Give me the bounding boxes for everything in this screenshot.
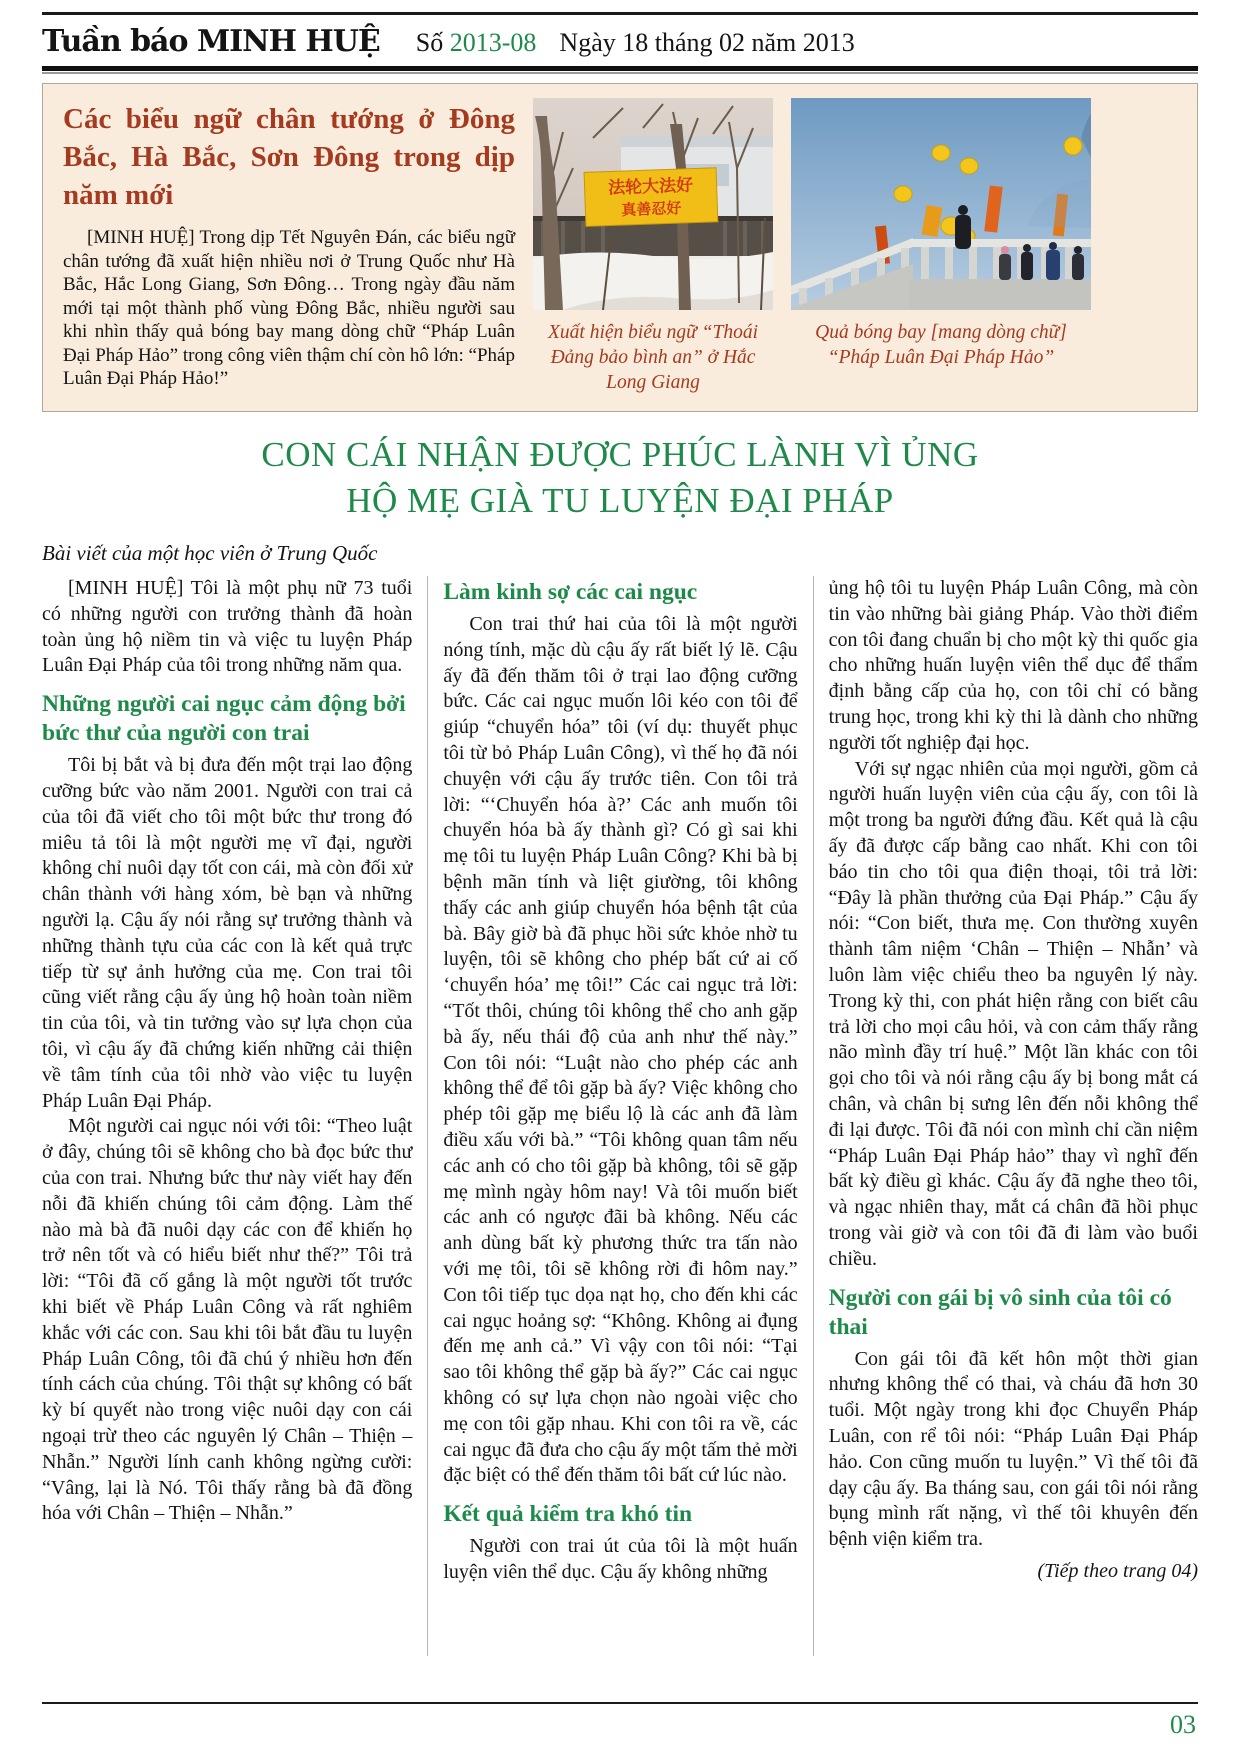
feature-title: Các biểu ngữ chân tướng ở Đông Bắc, Hà Bắc, Sơn Đông trong dịp năm mới [63, 103, 515, 211]
issue-date: Ngày 18 tháng 02 năm 2013 [559, 28, 855, 57]
photo-caption-balloons: Quả bóng bay [mang dòng chữ] “Pháp Luân Đại Pháp Hảo” [815, 322, 1067, 368]
article-columns [42, 576, 1198, 1656]
photo-balloons-sky [791, 98, 1091, 395]
paragraph: Người con trai út của tôi là một huấn luyện viên thể dục. Cậu ấy không những [443, 1535, 798, 1583]
byline: Bài viết của một học viên ở Trung Quốc [42, 541, 378, 565]
feature-box [42, 83, 1198, 412]
header-rule [42, 66, 1198, 72]
banner-snow-photo-illustration [533, 98, 773, 310]
section-heading: Người con gái bị vô sinh của tôi có thai [828, 1284, 1172, 1340]
page-number: 03 [1170, 1710, 1196, 1739]
issue-number: 2013-08 [449, 28, 537, 57]
banner-text-line2: 真善忍好 [621, 201, 682, 220]
article-title-line1: CON CÁI NHẬN ĐƯỢC PHÚC LÀNH VÌ ỦNG [261, 435, 979, 474]
section-heading: Làm kinh sợ các cai ngục [443, 579, 698, 605]
issue-label: Số [415, 28, 444, 57]
article-title [70, 432, 1170, 524]
photo-banner-snow [533, 98, 773, 395]
feature-body: [MINH HUỆ] Trong dịp Tết Nguyên Đán, các biểu ngữ chân tướng đã xuất hiện nhiều nơi ở Trung Quốc như Hà Bắc, Hắc Long Giang, Sơn Đông… Trong ngày đầu năm mới tại một thành phố vùng Đông Bắc, nhiều người sau khi nhìn thấy quả bóng bay mang dòng chữ “Pháp Luân Đại Pháp Hảo” trong công viên thậm chí còn hô lớn: “Pháp Luân Đại Pháp Hảo!” [63, 227, 515, 389]
section-heading: Những người cai ngục cảm động bởi bức thư của người con trai [42, 691, 406, 747]
paragraph: Con trai thứ hai của tôi là một người nóng tính, mặc dù cậu ấy rất biết lý lẽ. Cậu ấy đã đến thăm tôi ở trại lao động cưỡng bức. Các cai ngục muốn lôi kéo con tôi để giúp “chuyển hóa” tôi (ví dụ: thuyết phục tôi từ bỏ Pháp Luân Công), vì thế họ đã nói chuyện với cậu ấy trước tiên. Con tôi trả lời: “‘Chuyển hóa à?’ Các anh muốn tôi chuyển hóa bà ấy thành gì? Có gì sai khi mẹ tôi tu luyện Pháp Luân Công? Khi bà bị bệnh mãn tính và liệt giường, tôi không thấy các anh giúp chuyển hóa bệnh tật của bà. Bây giờ bà đã phục hồi sức khỏe nhờ tu luyện, tôi sẽ không cho phép bất cứ ai cố ‘chuyển hóa’ mẹ tôi!” Các cai ngục trả lời: “Tốt thôi, chúng tôi không thể cho anh gặp bà ấy, nếu thái độ của anh như thế này.” Con tôi nói: “Luật nào cho phép các anh không thể để tôi gặp bà ấy? Việc không cho phép tôi gặp mẹ biểu lộ là các anh đã làm điều xấu với bà.” “Tôi không quan tâm nếu các anh có cho tôi gặp bà không, tôi sẽ gặp mẹ mình ngày hôm nay! Và tôi muốn biết các anh có ngược đãi bà không. Nếu các anh dùng bất kỳ phương thức tra tấn nào với mẹ tôi, tôi sẽ không rời đi hôm nay.” Con tôi tiếp tục dọa nạt họ, cho đến khi các cai ngục hoảng sợ: “Không. Không ai đụng đến mẹ anh cả.” Vì vậy con tôi nói: “Tại sao tôi không thể gặp bà ấy?” Các cai ngục không có sự lựa chọn nào ngoài việc cho mẹ con tôi gặp nhau. Khi con tôi ra về, các cai ngục đã đưa cho cậu ấy một tấm thẻ mời đặc biệt có thể đến thăm tôi bất cứ lúc nào. [443, 613, 798, 1487]
paragraph: Tôi bị bắt và bị đưa đến một trại lao động cưỡng bức vào năm 2001. Người con trai cả của tôi đã viết cho tôi một bức thư trong đó miêu tả tôi là một người mẹ vĩ đại, người không chỉ nuôi dạy tốt con cái, mà còn đối xử chân thành với hàng xóm, bè bạn và những người lạ. Cậu ấy nói rằng sự trưởng thành và những thành tựu của các con là kết quả trực tiếp từ sự ảnh hưởng của mẹ. Con trai tôi cũng viết rằng cậu ấy ủng hộ hoàn toàn niềm tin của tôi, và tin tưởng vào sự lựa chọn của tôi, vì cậu ấy đã chứng kiến những cải thiện về tâm tính của tôi nhờ vào việc tu luyện Pháp Luân Đại Pháp. [42, 754, 413, 1112]
masthead-logo: Tuần báo MINH HUỆ [42, 24, 380, 59]
column-3 [813, 576, 1198, 1656]
section-heading: Kết quả kiểm tra khó tin [443, 1501, 693, 1528]
paragraph: Một người cai ngục nói với tôi: “Theo luật ở đây, chúng tôi sẽ không cho bà đọc bức thư của con trai. Nhưng bức thư này viết hay đến nỗi đã khiến chúng tôi cảm động. Làm thế nào mà bà đã nuôi dạy các con để khiến họ trở nên tốt và có hiểu biết như thế?” Tôi trả lời: “Tôi đã cố gắng là một người tốt trước khi biết về Pháp Luân Công và rất nghiêm khắc với các con. Sau khi tôi bắt đầu tu luyện Pháp Luân Công, tôi đã chú ý nhiều hơn đến tính cách của chúng. Tôi thật sự không có bất kỳ bí quyết nào trong việc nuôi dạy con cái ngoại trừ theo các nguyên lý Chân – Thiện – Nhẫn.” Người lính canh không ngừng cười: “Vâng, lại là Nó. Tôi thấy rằng bà đã đồng hóa với Chân – Thiện – Nhẫn.” [42, 1115, 413, 1525]
footer-rule [42, 1702, 1198, 1704]
article-title-line2: HỘ MẸ GIÀ TU LUYỆN ĐẠI PHÁP [346, 481, 894, 520]
feature-text-column [63, 98, 515, 395]
issue-info [416, 28, 855, 58]
paragraph: [MINH HUỆ] Tôi là một phụ nữ 73 tuổi có những người con trưởng thành đã hoàn toàn ủng hộ niềm tin và việc tu luyện Pháp Luân Đại Pháp của tôi trong những năm qua. [42, 577, 413, 677]
continuation-note: (Tiếp theo trang 04) [1037, 1559, 1198, 1582]
balloons-photo-illustration [791, 98, 1091, 310]
column-2 [427, 576, 812, 1656]
paragraph-continuation: ủng hộ tôi tu luyện Pháp Luân Công, mà còn tin vào những bài giảng Pháp. Vào thời điểm con tôi đang chuẩn bị cho một kỳ thi quốc gia cho những huấn luyện viên thể dục để thẩm định bằng cấp của họ, con tôi chỉ có bằng trung học, trong khi kỳ thi là dành cho những người tốt nghiệp đại học. [828, 577, 1198, 754]
banner-text-line1: 法轮大法好 [607, 175, 694, 198]
paragraph: Con gái tôi đã kết hôn một thời gian nhưng không thể có thai, và cháu đã hơn 30 tuổi. Một ngày trong khi đọc Chuyển Pháp Luân, con rể tôi nói: “Pháp Luân Đại Pháp hảo. Con cũng muốn tu luyện.” Vì thế tôi đã dạy cậu ấy. Ba tháng sau, con gái tôi nói rằng bụng mình rất nặng, vì thế tôi khuyên đến bệnh viện kiểm tra. [828, 1347, 1198, 1551]
masthead-row [42, 15, 1198, 66]
paragraph: Với sự ngạc nhiên của mọi người, gồm cả người huấn luyện viên của cậu ấy, con tôi là một trong ba người đứng đầu. Kết quả là cậu ấy đã được cấp bằng cao nhất. Khi con tôi báo tin cho tôi qua điện thoại, tôi trả lời: “Đây là phần thưởng của Đại Pháp.” Cậu ấy nói: “Con biết, thưa mẹ. Con thường xuyên thành tâm niệm ‘Chân – Thiện – Nhẫn’ và luôn làm việc chiểu theo ba nguyên lý này. Trong kỳ thi, con phát hiện rằng con biết câu trả lời cho mọi câu hỏi, và con cảm thấy rằng não mình đầy trí huệ.” Một lần khác con tôi gọi cho tôi và nói rằng cậu ấy bị bong mắt cá chân, và chân bị sưng lên đến nỗi không thể đi lại được. Tôi đã nói con mình chỉ cần niệm “Pháp Luân Đại Pháp hảo” thay vì nghĩ đến bất kỳ điều gì khác. Cậu ấy đã nghe theo tôi, và ngạc nhiên thay, mắt cá chân đã hồi phục trong vài giờ và con tôi đã đi làm vào buổi chiều. [828, 757, 1198, 1270]
column-1 [42, 576, 427, 1656]
photo-caption-banner: Xuất hiện biểu ngữ “Thoái Đảng bảo bình an” ở Hắc Long Giang [548, 322, 758, 393]
